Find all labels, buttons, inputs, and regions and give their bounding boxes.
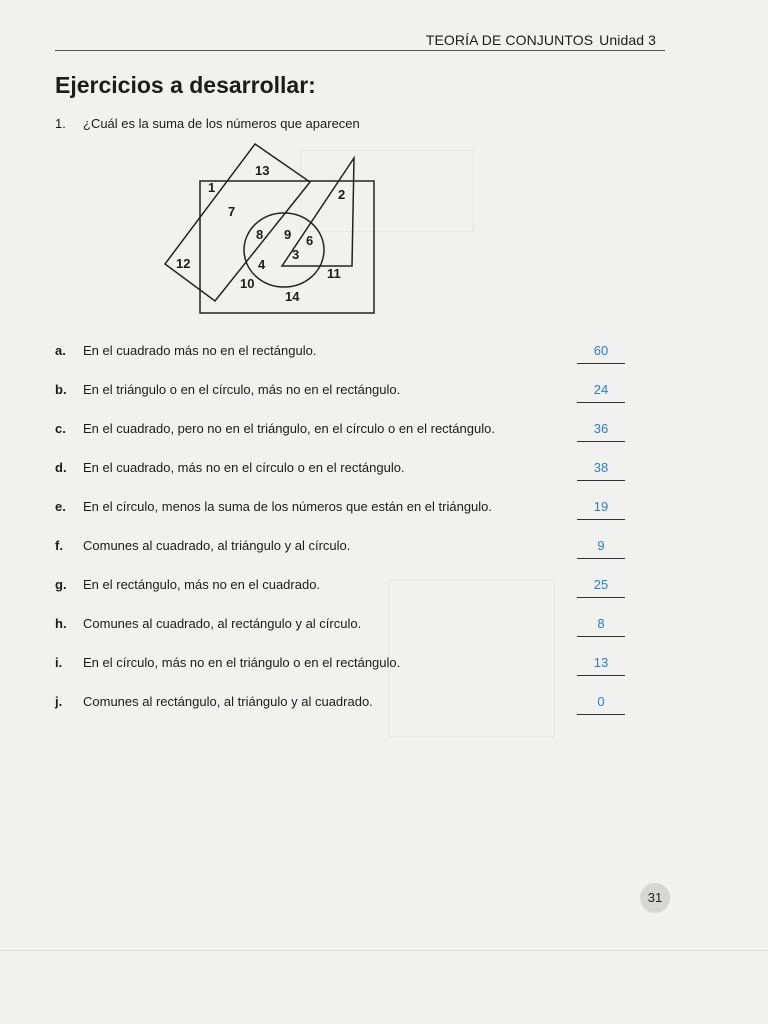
answer-line — [577, 597, 625, 598]
question-1 — [55, 116, 360, 131]
answer-value: 13 — [593, 655, 609, 670]
item-letter: d. — [55, 460, 67, 475]
exercise-item — [55, 568, 675, 598]
question-text: ¿Cuál es la suma de los números que aparecen — [83, 116, 360, 131]
venn-number: 10 — [240, 276, 255, 291]
answer-line — [577, 363, 625, 364]
venn-number: 4 — [258, 257, 266, 272]
item-letter: f. — [55, 538, 63, 553]
item-text: Comunes al rectángulo, al triángulo y al cuadrado. — [83, 694, 373, 709]
venn-number: 14 — [285, 289, 300, 304]
item-letter: g. — [55, 577, 67, 592]
item-letter: b. — [55, 382, 67, 397]
venn-number: 3 — [292, 247, 300, 262]
header-rule — [55, 50, 665, 51]
item-letter: e. — [55, 499, 66, 514]
exercise-item — [55, 685, 675, 715]
answer-line — [577, 441, 625, 442]
exercise-item — [55, 646, 675, 676]
answer-value: 0 — [597, 694, 605, 709]
answer-value: 9 — [597, 538, 605, 553]
item-text: En el triángulo o en el círculo, más no en el rectángulo. — [83, 382, 401, 397]
venn-number: 2 — [338, 187, 346, 202]
item-letter: c. — [55, 421, 66, 436]
answer-value: 60 — [593, 343, 609, 358]
running-header — [426, 32, 656, 48]
item-text: En el cuadrado, más no en el círculo o en el rectángulo. — [83, 460, 405, 475]
answer-line — [577, 402, 625, 403]
item-text: En el círculo, menos la suma de los números que están en el triángulo. — [83, 499, 493, 514]
exercise-item — [55, 373, 675, 403]
answer-line — [577, 519, 625, 520]
answer-value: 24 — [593, 382, 609, 397]
answer-value: 25 — [593, 577, 609, 592]
answer-value: 38 — [593, 460, 609, 475]
item-letter: j. — [55, 694, 63, 709]
exercise-item — [55, 529, 675, 559]
venn-diagram — [160, 138, 390, 323]
venn-number: 7 — [228, 204, 236, 219]
answer-line — [577, 714, 625, 715]
venn-number: 8 — [256, 227, 264, 242]
header-unit: Unidad 3 — [599, 32, 656, 48]
question-number: 1. — [55, 116, 66, 131]
exercise-item — [55, 451, 675, 481]
item-letter: a. — [55, 343, 66, 358]
item-text: En el cuadrado más no en el rectángulo. — [83, 343, 317, 358]
page-title: Ejercicios a desarrollar: — [55, 72, 316, 98]
item-text: En el rectángulo, más no en el cuadrado. — [83, 577, 321, 592]
item-letter: h. — [55, 616, 67, 631]
venn-number: 9 — [284, 227, 292, 242]
answer-value: 8 — [597, 616, 605, 631]
answer-value: 19 — [593, 499, 609, 514]
page-edge-line — [0, 950, 768, 951]
venn-number: 11 — [327, 266, 341, 281]
answer-line — [577, 636, 625, 637]
exercise-item — [55, 490, 675, 520]
item-letter: i. — [55, 655, 63, 670]
item-text: En el círculo, más no en el triángulo o en el rectángulo. — [83, 655, 401, 670]
item-text: Comunes al cuadrado, al rectángulo y al círculo. — [83, 616, 362, 631]
answer-value: 36 — [593, 421, 609, 436]
venn-square — [165, 144, 310, 301]
answer-line — [577, 480, 625, 481]
page-number-badge: 31 — [640, 883, 670, 913]
venn-number: 13 — [255, 163, 270, 178]
venn-number: 6 — [306, 233, 314, 248]
item-text: Comunes al cuadrado, al triángulo y al círculo. — [83, 538, 351, 553]
header-section: TEORÍA DE CONJUNTOS — [425, 32, 594, 48]
answer-line — [577, 558, 625, 559]
answer-line — [577, 675, 625, 676]
venn-number: 12 — [176, 256, 191, 271]
exercise-item — [55, 412, 675, 442]
exercise-item — [55, 334, 675, 364]
venn-number: 1 — [208, 180, 216, 195]
exercise-item — [55, 607, 675, 637]
item-text: En el cuadrado, pero no en el triángulo, en el círculo o en el rectángulo. — [83, 421, 495, 436]
